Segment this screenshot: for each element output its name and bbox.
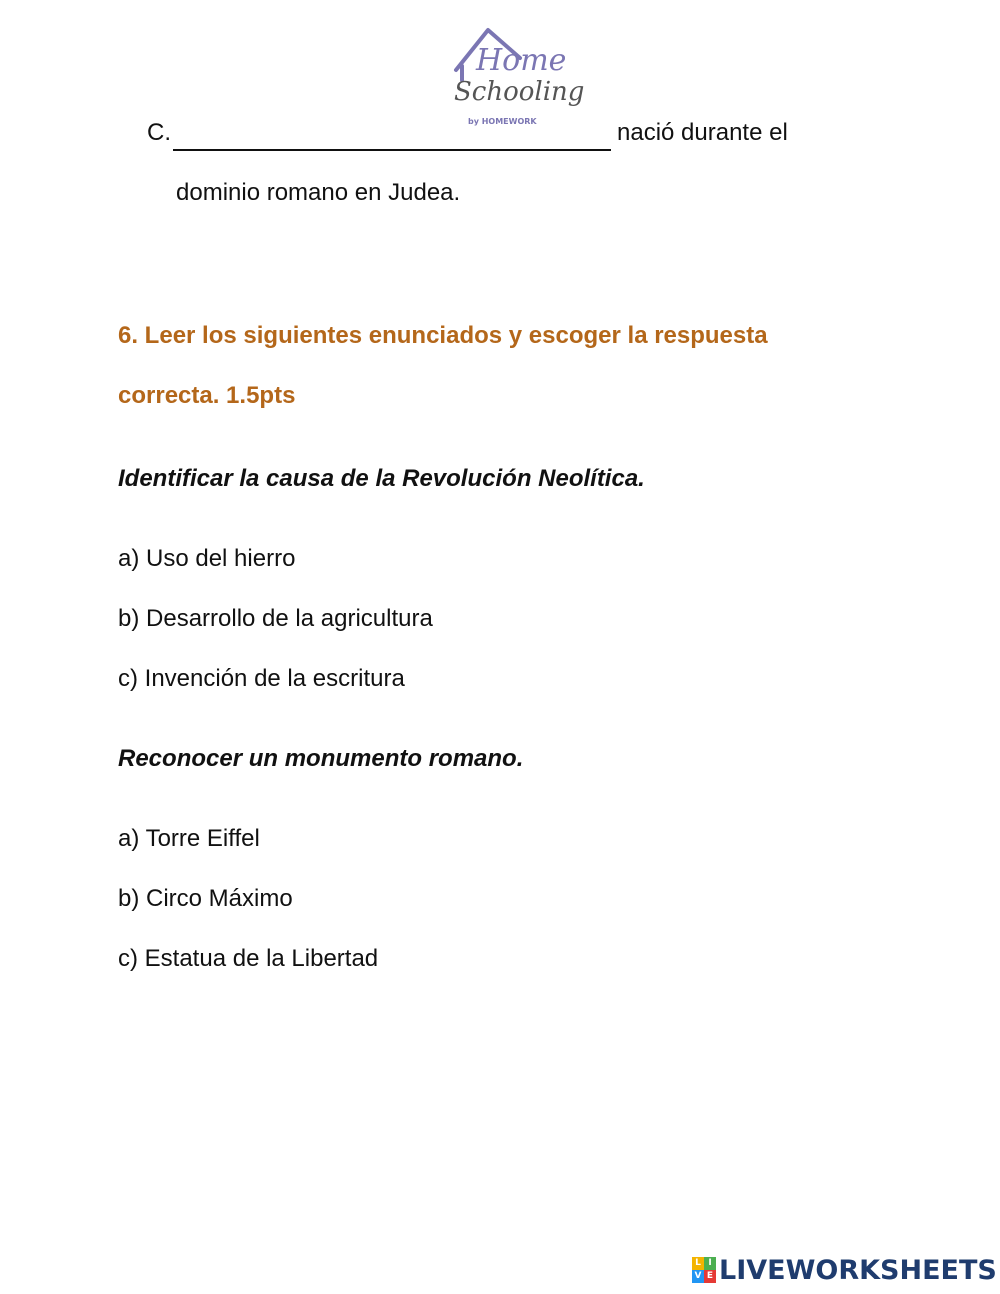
- liveworksheets-icon: [692, 1257, 716, 1283]
- section-6-title-line-2: correcta. 1.5pts: [118, 382, 296, 409]
- section-6-title-line-1: 6. Leer los siguientes enunciados y escoger la respuesta: [118, 322, 768, 349]
- question-2-option-a[interactable]: a) Torre Eiffel: [118, 825, 260, 852]
- question-1-option-a[interactable]: a) Uso del hierro: [118, 545, 296, 572]
- question-2-option-c[interactable]: c) Estatua de la Libertad: [118, 945, 379, 972]
- item-c-text: nació durante el: [617, 119, 788, 146]
- brand-name: LIVEWORKSHEETS: [719, 1254, 997, 1286]
- icon-letter-v: V: [692, 1270, 704, 1283]
- item-c-line: [147, 118, 788, 151]
- icon-letter-i: I: [704, 1257, 716, 1270]
- logo-byline: by HOMEWORK: [468, 117, 537, 126]
- question-1-option-b[interactable]: b) Desarrollo de la agricultura: [118, 605, 433, 632]
- question-2-prompt: Reconocer un monumento romano.: [118, 745, 524, 772]
- logo-word-schooling: Schooling: [454, 77, 585, 107]
- logo-word-home: Home: [476, 43, 567, 78]
- item-c-letter: C.: [147, 119, 171, 146]
- question-2-option-b[interactable]: b) Circo Máximo: [118, 885, 293, 912]
- question-1-prompt: Identificar la causa de la Revolución Neolítica.: [118, 465, 645, 492]
- icon-letter-e: E: [704, 1270, 716, 1283]
- item-c-continuation: dominio romano en Judea.: [176, 179, 461, 206]
- liveworksheets-brand: [692, 1250, 997, 1290]
- icon-letter-l: L: [692, 1257, 704, 1270]
- item-c-answer-field[interactable]: [173, 125, 611, 151]
- homeschooling-logo: [448, 24, 585, 132]
- question-1-option-c[interactable]: c) Invención de la escritura: [118, 665, 405, 692]
